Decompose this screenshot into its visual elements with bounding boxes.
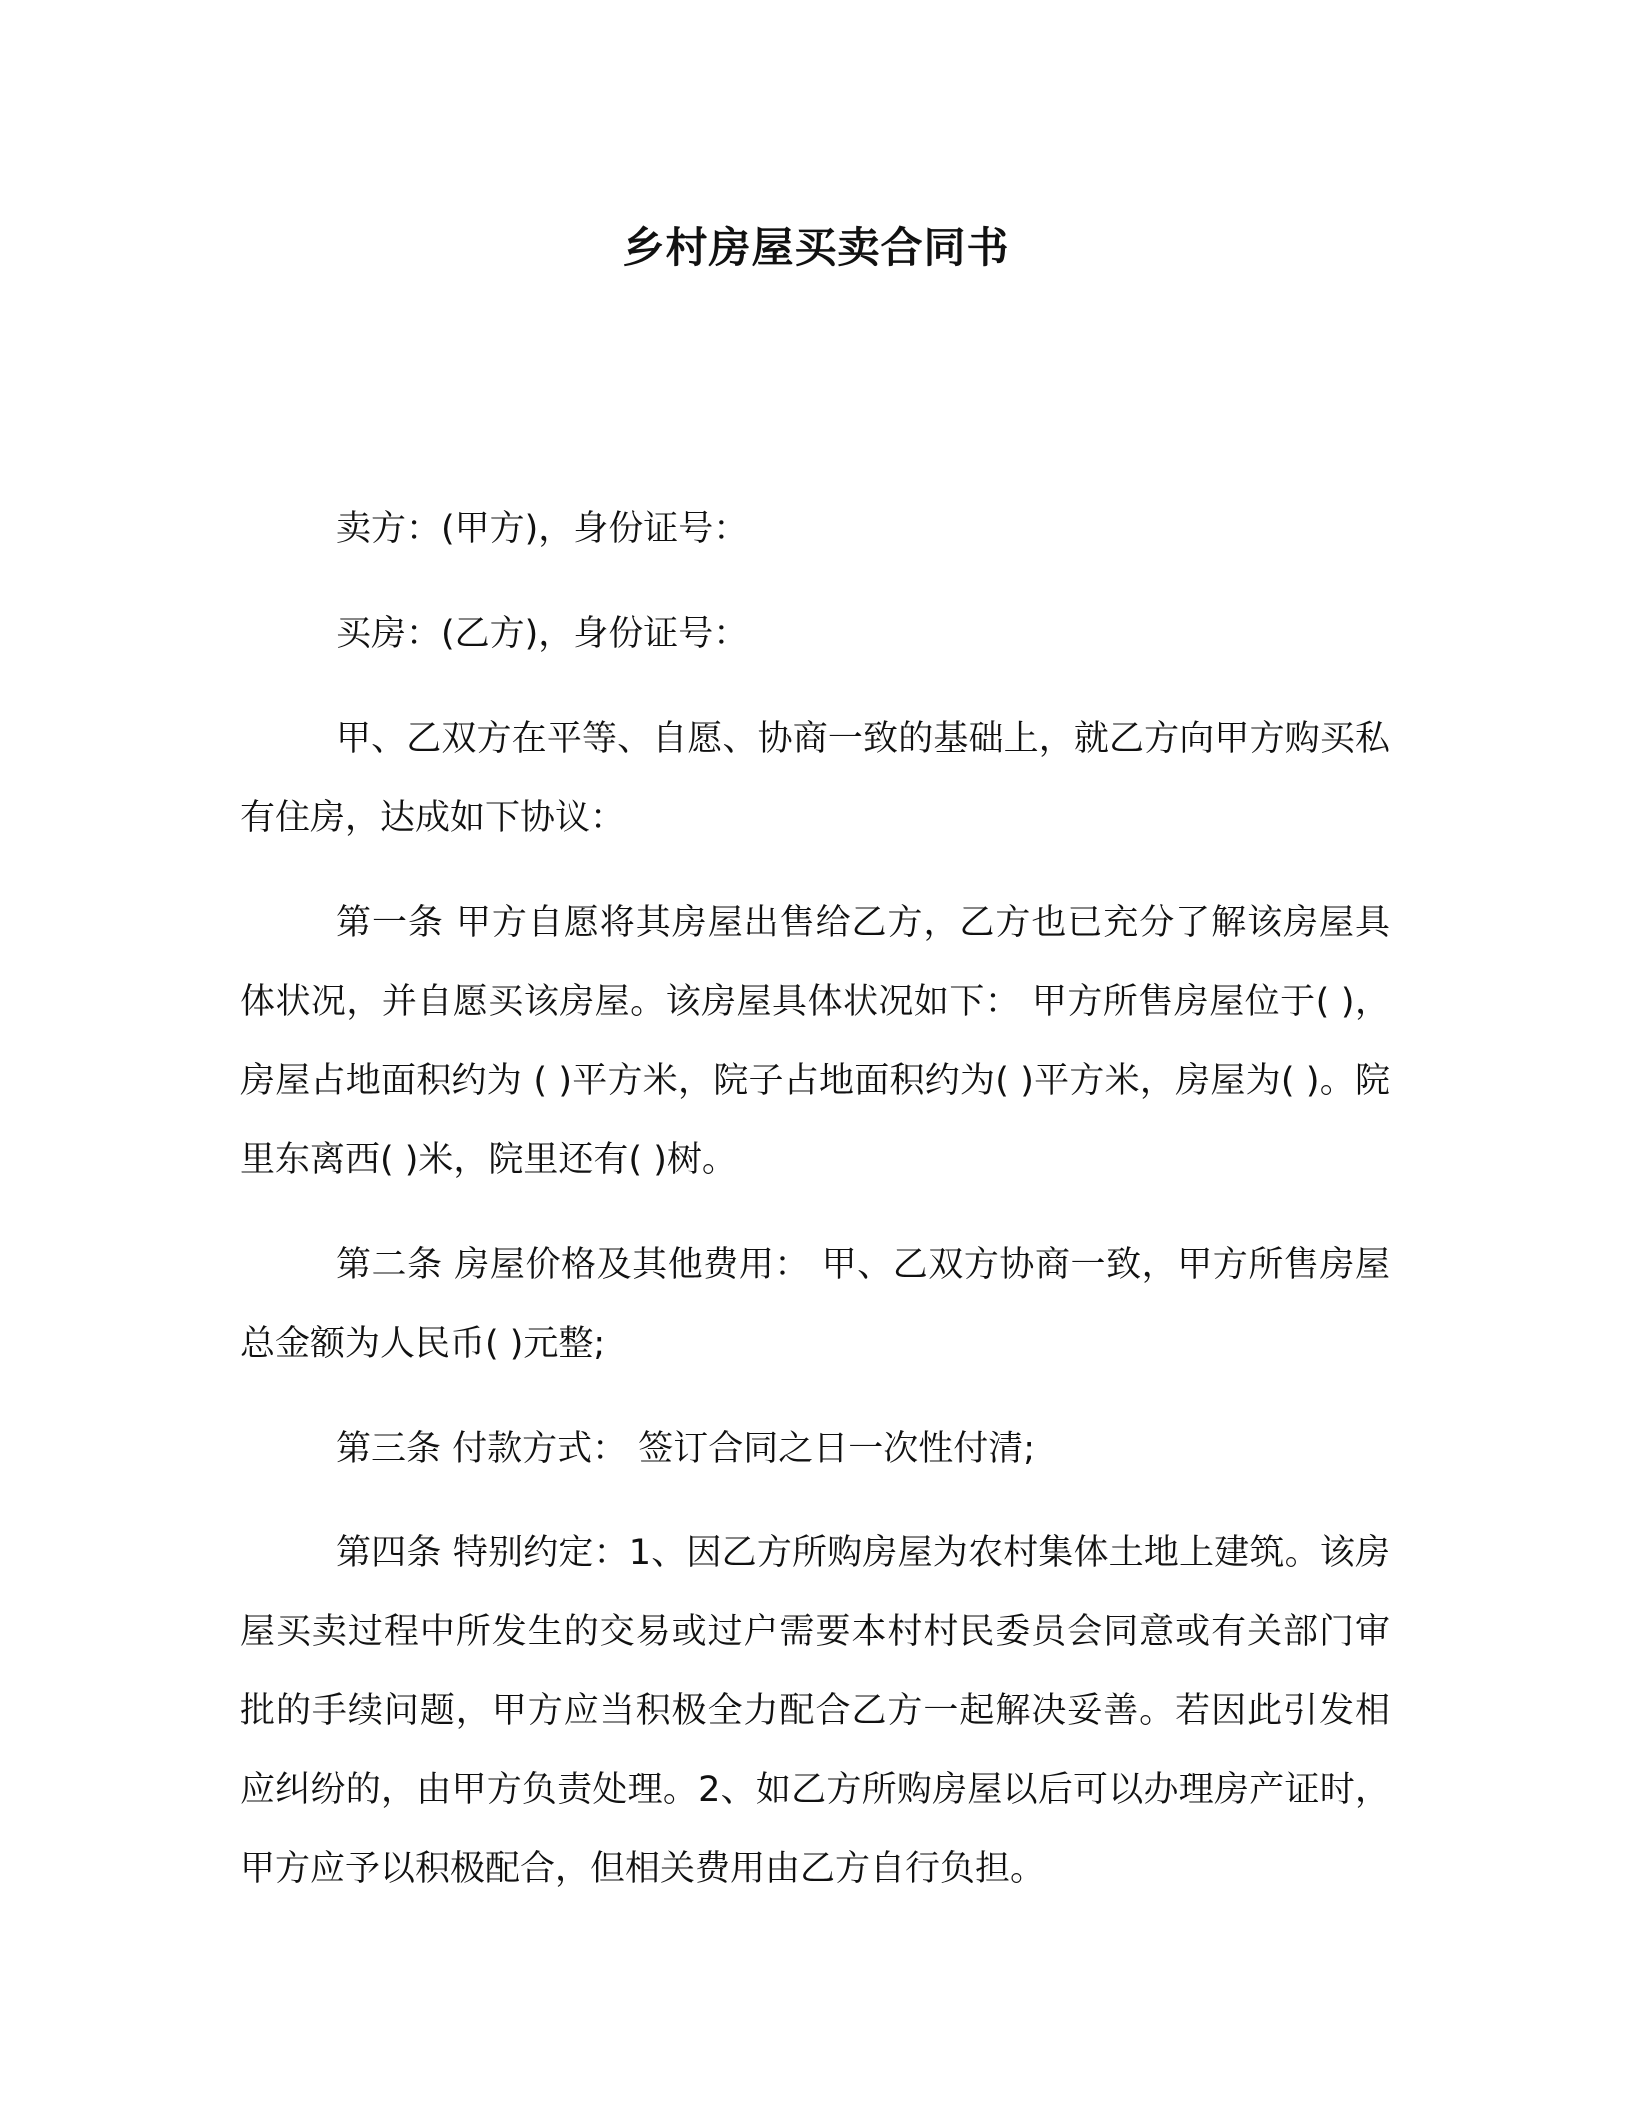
article-3: 第三条 付款方式： 签订合同之日一次性付清; (336, 1429, 1036, 1469)
seller-line: 卖方：(甲方)，身份证号： (336, 509, 749, 549)
buyer-line: 买房：(乙方)，身份证号： (336, 614, 749, 654)
document-body (240, 490, 1390, 1935)
document-title: 乡村房屋买卖合同书 (622, 223, 1010, 272)
article-4: 第四条 特别约定：1、因乙方所购房屋为农村集体土地上建筑。该房屋买卖过程中所发生的交易或过户需要本村村民委员会同意或有关部门审批的手续问题，甲方应当积极全力配合乙方一起解决妥善。若因此引发相应纠纷的，由甲方负责处理。2、如乙方所购房屋以后可以办理房产证时，甲方应予以积极配合，但相关费用由乙方自行负担。 (240, 1533, 1390, 1889)
article-2: 第二条 房屋价格及其他费用： 甲、乙双方协商一致，甲方所售房屋总金额为人民币( )元整; (240, 1245, 1390, 1364)
agreement-intro: 甲、乙双方在平等、自愿、协商一致的基础上，就乙方向甲方购买私有住房，达成如下协议： (240, 719, 1390, 838)
article-1: 第一条 甲方自愿将其房屋出售给乙方，乙方也已充分了解该房屋具体状况，并自愿买该房屋。该房屋具体状况如下： 甲方所售房屋位于( )，房屋占地面积约为 ( )平方米，院子占地面积约为( )平方米，房屋为( )。院里东离西( )米，院里还有( )树。 (240, 903, 1390, 1180)
